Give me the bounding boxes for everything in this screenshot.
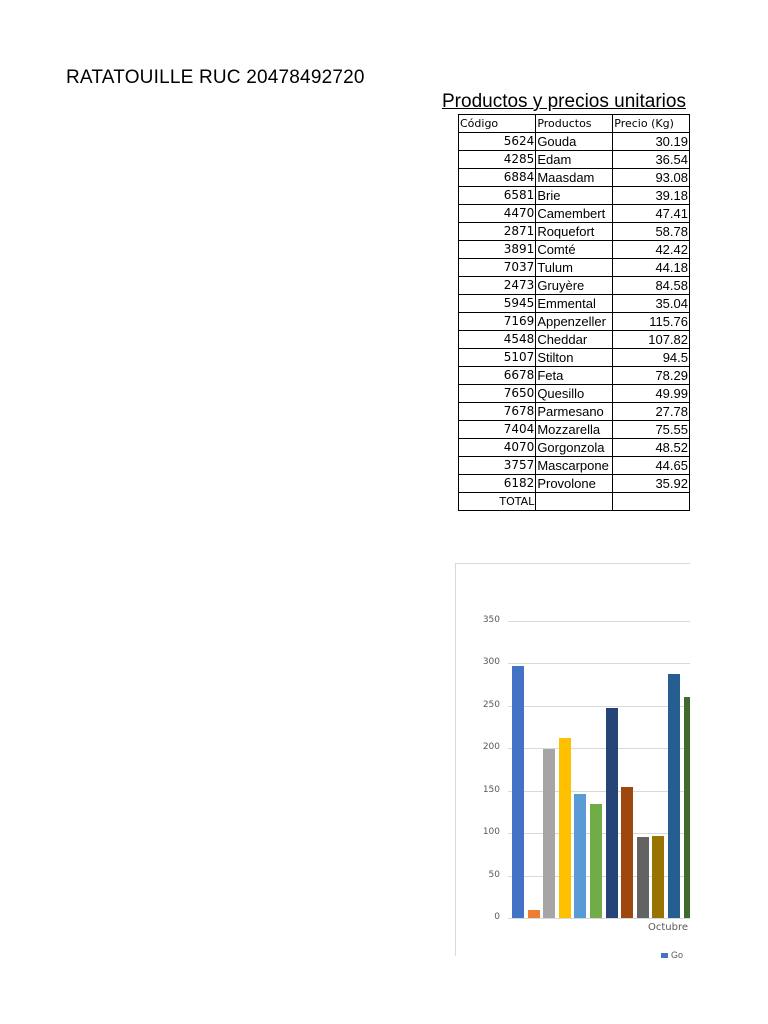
cell-codigo: 7650 [459,385,536,403]
cell-codigo: 7169 [459,313,536,331]
y-axis-tick: 50 [488,869,500,880]
cell-precio: 93.08 [613,169,690,187]
bar-series-1 [512,666,524,918]
cell-producto: Camembert [536,205,613,223]
cell-producto: Gruyère [536,277,613,295]
cell-precio: 94.5 [613,349,690,367]
cell-precio: 44.18 [613,259,690,277]
table-row [459,475,690,493]
cell-precio: 78.29 [613,367,690,385]
table-row [459,421,690,439]
table-title: Productos y precios unitarios [442,91,686,112]
cell-precio: 75.55 [613,421,690,439]
cell-producto: Cheddar [536,331,613,349]
y-axis-tick: 250 [482,699,500,710]
cell-producto: Emmental [536,295,613,313]
bar-series-11 [668,674,680,918]
y-axis-tick: 200 [482,742,500,753]
cell-producto: Comté [536,241,613,259]
chart-legend [661,950,683,960]
cell-producto: Mozzarella [536,421,613,439]
bar-series-6 [590,804,602,918]
legend-label: Go [671,950,684,960]
table-row [459,241,690,259]
products-price-table [458,114,690,511]
cell-codigo: 7404 [459,421,536,439]
bar-chart [455,563,690,960]
cell-producto: Edam [536,151,613,169]
cell-codigo: 6678 [459,367,536,385]
cell-precio: 84.58 [613,277,690,295]
gridline [508,748,690,749]
cell-codigo: 2473 [459,277,536,295]
y-axis-tick: 300 [482,657,500,668]
cell-producto: Maasdam [536,169,613,187]
bar-series-12 [684,697,690,918]
table-row [459,187,690,205]
bar-series-7 [606,708,618,918]
cell-codigo: 6884 [459,169,536,187]
cell-codigo: 5107 [459,349,536,367]
cell-producto: Mascarpone [536,457,613,475]
total-value [613,493,690,511]
header-precio: Precio (Kg) [613,115,690,133]
cell-producto: Parmesano [536,403,613,421]
cell-precio: 36.54 [613,151,690,169]
table-row [459,223,690,241]
bar-series-2 [528,910,540,918]
cell-precio: 44.65 [613,457,690,475]
cell-codigo: 4470 [459,205,536,223]
table-row [459,403,690,421]
table-row [459,277,690,295]
x-axis-category: Octubre [648,922,689,933]
cell-codigo: 6581 [459,187,536,205]
table-body [459,133,690,511]
bar-series-8 [621,787,633,918]
y-axis-tick: 150 [482,784,500,795]
cell-codigo: 4070 [459,439,536,457]
gridline [508,663,690,664]
cell-precio: 35.92 [613,475,690,493]
cell-codigo: 3757 [459,457,536,475]
cell-producto: Stilton [536,349,613,367]
table-row [459,295,690,313]
table-row [459,385,690,403]
table-row [459,169,690,187]
y-axis-tick: 350 [482,615,500,625]
cell-precio: 115.76 [613,313,690,331]
table-row [459,313,690,331]
cell-producto: Feta [536,367,613,385]
cell-precio: 39.18 [613,187,690,205]
cell-precio: 42.42 [613,241,690,259]
gridline [508,706,690,707]
table-row [459,151,690,169]
cell-codigo: 7037 [459,259,536,277]
company-heading: RATATOUILLE RUC 20478492720 [66,67,365,88]
gridline [508,621,690,622]
cell-precio: 47.41 [613,205,690,223]
header-codigo: Código [459,115,536,133]
cell-precio: 49.99 [613,385,690,403]
cell-codigo: 4285 [459,151,536,169]
cell-codigo: 6182 [459,475,536,493]
table-row [459,349,690,367]
bar-series-10 [652,836,664,918]
bar-series-3 [543,749,555,918]
cell-producto: Provolone [536,475,613,493]
table-row [459,259,690,277]
cell-codigo: 5624 [459,133,536,151]
cell-precio: 35.04 [613,295,690,313]
cell-codigo: 5945 [459,295,536,313]
cell-producto: Tulum [536,259,613,277]
cell-producto: Quesillo [536,385,613,403]
cell-precio: 27.78 [613,403,690,421]
cell-codigo: 3891 [459,241,536,259]
gridline [508,791,690,792]
cell-precio: 58.78 [613,223,690,241]
table-row [459,133,690,151]
total-label: TOTAL [459,493,536,511]
header-productos: Productos [536,115,613,133]
legend-swatch-icon [661,953,668,958]
cell-codigo: 4548 [459,331,536,349]
total-row [459,493,690,511]
y-axis-tick: 0 [494,912,500,922]
cell-producto: Roquefort [536,223,613,241]
cell-codigo: 7678 [459,403,536,421]
table-row [459,367,690,385]
table-row [459,205,690,223]
cell-precio: 48.52 [613,439,690,457]
cell-codigo: 2871 [459,223,536,241]
table-row [459,439,690,457]
gridline [508,918,690,919]
table-header-row [459,115,690,133]
y-axis-tick: 100 [482,827,500,838]
cell-producto: Brie [536,187,613,205]
cell-producto: Appenzeller [536,313,613,331]
bar-series-9 [637,837,649,918]
bar-series-5 [574,794,586,918]
table-row [459,331,690,349]
total-empty [536,493,613,511]
cell-producto: Gorgonzola [536,439,613,457]
cell-precio: 107.82 [613,331,690,349]
plot-area [482,615,690,933]
bar-series-4 [559,738,571,918]
cell-precio: 30.19 [613,133,690,151]
cell-producto: Gouda [536,133,613,151]
table-row [459,457,690,475]
